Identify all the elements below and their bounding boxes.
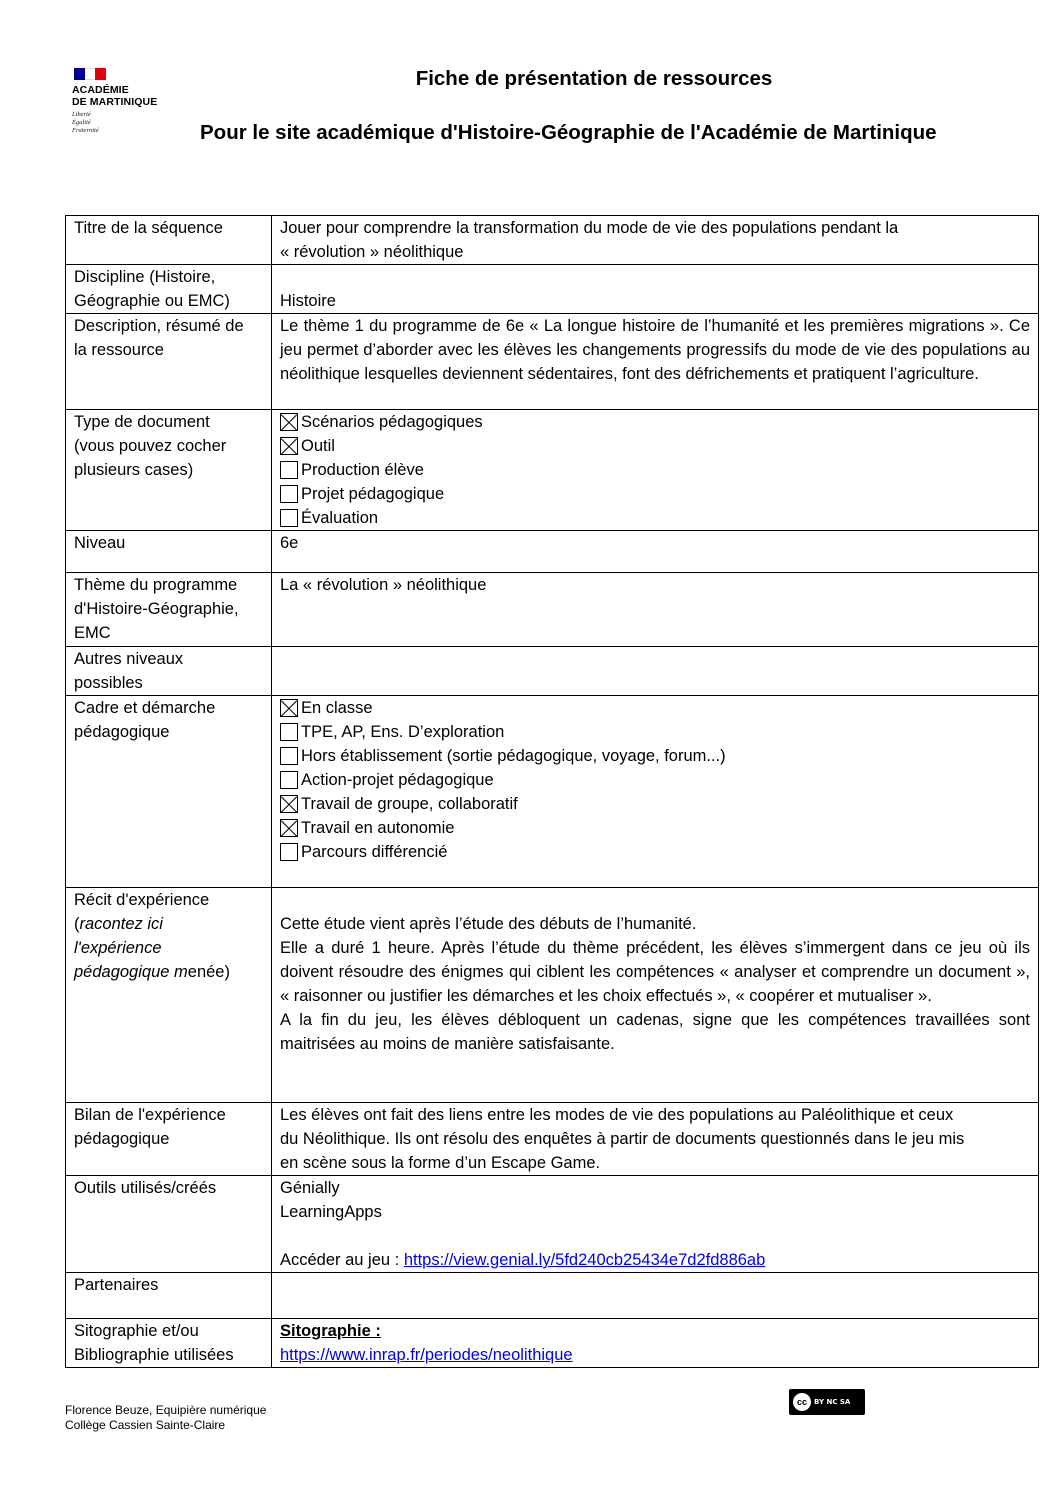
checkbox[interactable] <box>280 819 298 837</box>
option-travail-groupe[interactable]: Travail de groupe, collaboratif <box>280 792 1030 816</box>
row-discipline <box>66 265 1039 314</box>
value-description: Le thème 1 du programme de 6e « La longue histoire de l’humanité et les premières migrations ». Ce jeu permet d’aborder avec les élèves les changements progressifs du mode de vie des populations au néolithique lesquelles deviennent sédentaires, font des défrichements et pratiquent l’agriculture. <box>272 314 1039 410</box>
row-description <box>66 314 1039 410</box>
value-cadre <box>272 696 1039 888</box>
checkbox[interactable] <box>280 843 298 861</box>
value-niveau: 6e <box>272 531 1039 573</box>
value-discipline: Histoire <box>272 265 1039 314</box>
row-theme <box>66 573 1039 647</box>
label-discipline: Discipline (Histoire, Géographie ou EMC) <box>66 265 272 314</box>
label-description: Description, résumé de la ressource <box>66 314 272 410</box>
label-niveau: Niveau <box>66 531 272 573</box>
option-evaluation[interactable]: Évaluation <box>280 506 1030 530</box>
option-travail-autonomie[interactable]: Travail en autonomie <box>280 816 1030 840</box>
row-autres-niveaux <box>66 647 1039 696</box>
value-theme: La « révolution » néolithique <box>272 573 1039 647</box>
checkbox[interactable] <box>280 413 298 431</box>
row-titre <box>66 216 1039 265</box>
logo-motto: Liberté Égalité Fraternité <box>72 111 99 134</box>
option-tpe-ap[interactable]: TPE, AP, Ens. D’exploration <box>280 720 1030 744</box>
value-sitographie <box>272 1319 1039 1368</box>
creative-commons-badge <box>789 1389 865 1415</box>
label-titre: Titre de la séquence <box>66 216 272 265</box>
option-en-classe[interactable]: En classe <box>280 696 1030 720</box>
label-type-document: Type de document (vous pouvez cocher plusieurs cases) <box>66 410 272 531</box>
row-cadre <box>66 696 1039 888</box>
label-outils: Outils utilisés/créés <box>66 1176 272 1273</box>
label-sitographie: Sitographie et/ou Bibliographie utilisées <box>66 1319 272 1368</box>
value-autres-niveaux <box>272 647 1039 696</box>
value-recit: Cette étude vient après l’étude des débuts de l’humanité. Elle a duré 1 heure. Après l’étude du thème précédent, les élèves s’immergent dans ce jeu où ils doivent résoudre des énigmes qui ciblent les compétences « analyser et comprendre un document », « raisonner ou justifier les démarches et les choix effectués », « coopérer et mutualiser ». A la fin du jeu, les élèves débloquent un cadenas, signe que les compétences travaillées sont maitrisées au moins de manière satisfaisante. <box>272 888 1039 1103</box>
value-outils: Génially LearningApps Accéder au jeu : https://view.genial.ly/5fd240cb25434e7d2fd886ab <box>272 1176 1039 1273</box>
page-subtitle: Pour le site académique d'Histoire-Géographie de l'Académie de Martinique <box>200 121 937 144</box>
logo-line-1: ACADÉMIE <box>72 84 129 96</box>
checkbox[interactable] <box>280 795 298 813</box>
cc-icon: cc <box>792 1392 812 1412</box>
option-production-eleve[interactable]: Production élève <box>280 458 1030 482</box>
game-link[interactable]: https://view.genial.ly/5fd240cb25434e7d2fd886ab <box>403 1251 766 1269</box>
row-type-document <box>66 410 1039 531</box>
label-recit: Récit d'expérience (racontez ici l'expérience pédagogique menée) <box>66 888 272 1103</box>
option-hors-etablissement[interactable]: Hors établissement (sortie pédagogique, voyage, forum...) <box>280 744 1030 768</box>
row-sitographie <box>66 1319 1039 1368</box>
value-partenaires <box>272 1273 1039 1319</box>
label-bilan: Bilan de l'expérience pédagogique <box>66 1103 272 1176</box>
checkbox[interactable] <box>280 771 298 789</box>
value-titre: Jouer pour comprendre la transformation du mode de vie des populations pendant la « révolution » néolithique <box>272 216 1039 265</box>
option-scenarios[interactable]: Scénarios pédagogiques <box>280 410 1030 434</box>
row-niveau <box>66 531 1039 573</box>
label-cadre: Cadre et démarche pédagogique <box>66 696 272 888</box>
checkbox[interactable] <box>280 509 298 527</box>
value-type-document <box>272 410 1039 531</box>
label-autres-niveaux: Autres niveaux possibles <box>66 647 272 696</box>
row-bilan <box>66 1103 1039 1176</box>
checkbox[interactable] <box>280 723 298 741</box>
option-outil[interactable]: Outil <box>280 434 1030 458</box>
logo-line-2: DE MARTINIQUE <box>72 96 158 108</box>
row-recit <box>66 888 1039 1103</box>
sitographie-heading: Sitographie : <box>280 1322 381 1340</box>
inrap-link[interactable]: https://www.inrap.fr/periodes/neolithique <box>280 1346 573 1364</box>
value-bilan: Les élèves ont fait des liens entre les modes de vie des populations au Paléolithique et ceux du Néolithique. Ils ont résolu des enquêtes à partir de documents questionnés dans le jeu mis en scène sous la forme d’un Escape Game. <box>272 1103 1039 1176</box>
checkbox[interactable] <box>280 437 298 455</box>
checkbox[interactable] <box>280 747 298 765</box>
cc-license-text: BY NC SA <box>814 1398 851 1406</box>
footer-author: Florence Beuze, Equipière numérique Collège Cassien Sainte-Claire <box>65 1403 267 1432</box>
option-action-projet[interactable]: Action-projet pédagogique <box>280 768 1030 792</box>
checkbox[interactable] <box>280 461 298 479</box>
label-theme: Thème du programme d'Histoire-Géographie, EMC <box>66 573 272 647</box>
option-parcours-differencie[interactable]: Parcours différencié <box>280 840 1030 864</box>
checkbox[interactable] <box>280 485 298 503</box>
resource-sheet-table <box>65 215 1039 1368</box>
page-title: Fiche de présentation de ressources <box>415 67 773 90</box>
checkbox[interactable] <box>280 699 298 717</box>
row-outils <box>66 1176 1039 1273</box>
option-projet-pedagogique[interactable]: Projet pédagogique <box>280 482 1030 506</box>
row-partenaires <box>66 1273 1039 1319</box>
label-partenaires: Partenaires <box>66 1273 272 1319</box>
